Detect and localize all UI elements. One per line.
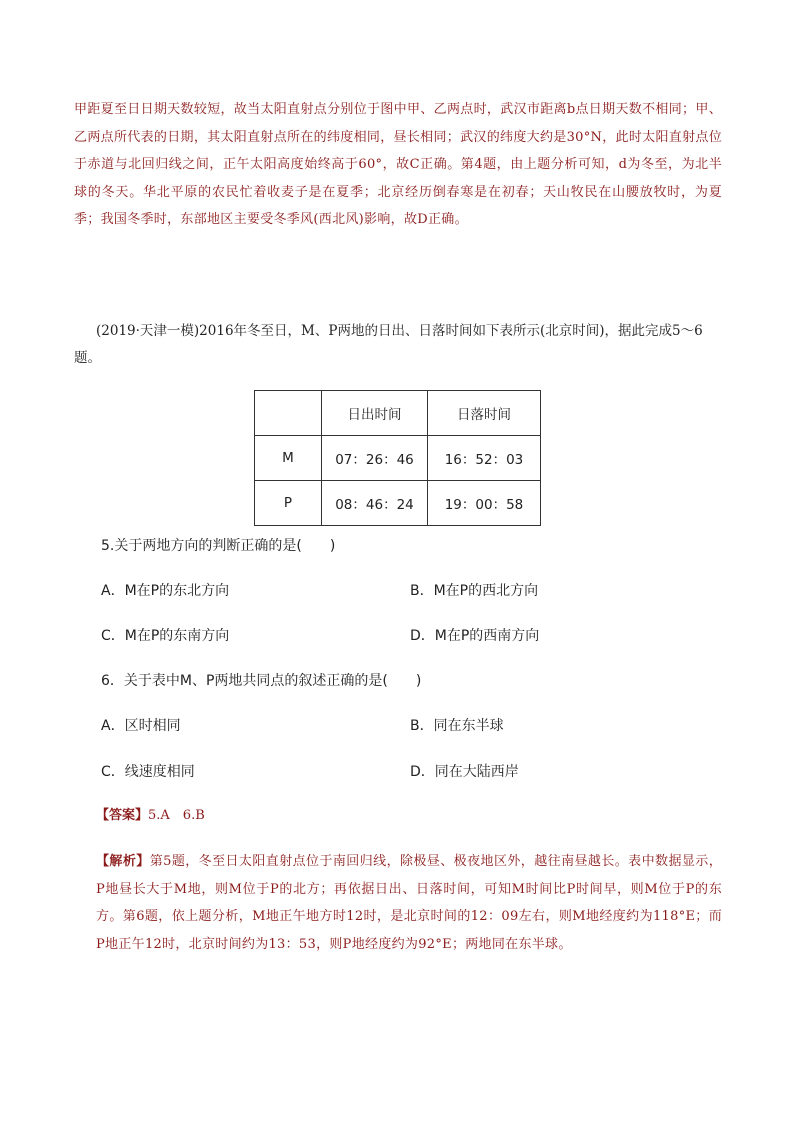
analysis-paragraph: [96, 848, 722, 958]
sunrise-cell: 07：26：46: [322, 436, 428, 481]
sunset-cell: 16：52：03: [428, 436, 541, 481]
place-cell: M: [255, 436, 322, 481]
intro-line-1: (2019·天津一模)2016年冬至日，M、P两地的日出、日落时间如下表所示(北京时间)，据此完成5～6: [96, 323, 703, 339]
question-5-option-b[interactable]: B．M在P的西北方向: [410, 583, 539, 599]
question-6-stem: 6．关于表中M、P两地共同点的叙述正确的是( ): [101, 673, 422, 689]
analysis-text: 第5题，冬至日太阳直射点位于南回归线，除极昼、极夜地区外，越往南昼越长。表中数据显示，P地昼长大于M地，则M位于P的北方；再依据日出、日落时间，可知M时间比P时间早，则M位于P的东方。第6题，依上题分析，M地正午地方时12时，是北京时间的12：09左右，则M地经度约为118°E；而P地正午12时，北京时间约为13：53，则P地经度约为92°E；两地同在东半球。: [96, 854, 723, 952]
analysis-tag: 【解析】: [96, 854, 150, 869]
previous-explanation-paragraph: 甲距夏至日日期天数较短，故当太阳直射点分别位于图中甲、乙两点时，武汉市距离b点日期天数不相同；甲、乙两点所代表的日期，其太阳直射点所在的纬度相同，昼长相同；武汉的纬度大约是30°N，此时太阳直射点位于赤道与北回归线之间，正午太阳高度始终高于60°，故C正确。第4题，由上题分析可知，d为冬至，为北半球的冬天。华北平原的农民忙着收麦子是在夏季；北京经历倒春寒是在初春；天山牧民在山腰放牧时，为夏季；我国冬季时，东部地区主要受冬季风(西北风)影响，故D正确。: [74, 102, 722, 227]
question-6-option-b[interactable]: B．同在东半球: [410, 718, 504, 734]
question-6-option-a[interactable]: A．区时相同: [101, 718, 181, 734]
question-6-option-d[interactable]: D．同在大陆西岸: [410, 764, 519, 780]
answer-tag: 【答案】: [96, 808, 149, 823]
question-5-stem: 5.关于两地方向的判断正确的是( ): [101, 538, 336, 554]
sunset-cell: 19：00：58: [428, 481, 541, 526]
table-row: [255, 436, 541, 481]
question-5-option-d[interactable]: D．M在P的西南方向: [410, 628, 540, 644]
place-cell: P: [255, 481, 322, 526]
table-header-cell: 日落时间: [428, 391, 541, 436]
answer-line: [96, 804, 205, 823]
question-intro: [74, 318, 722, 372]
table-row: [255, 481, 541, 526]
question-6-option-c[interactable]: C．线速度相同: [101, 764, 195, 780]
question-5-option-a[interactable]: A．M在P的东北方向: [101, 583, 230, 599]
table-header-cell: 日出时间: [322, 391, 428, 436]
question-5-option-c[interactable]: C．M在P的东南方向: [101, 628, 230, 644]
table-header-row: [255, 391, 541, 436]
intro-line-2: 题。: [74, 350, 101, 366]
sunrise-cell: 08：46：24: [322, 481, 428, 526]
table-header-cell: [255, 391, 322, 436]
sunrise-sunset-table: [254, 390, 541, 526]
answer-text: 5.A 6.B: [148, 808, 205, 823]
